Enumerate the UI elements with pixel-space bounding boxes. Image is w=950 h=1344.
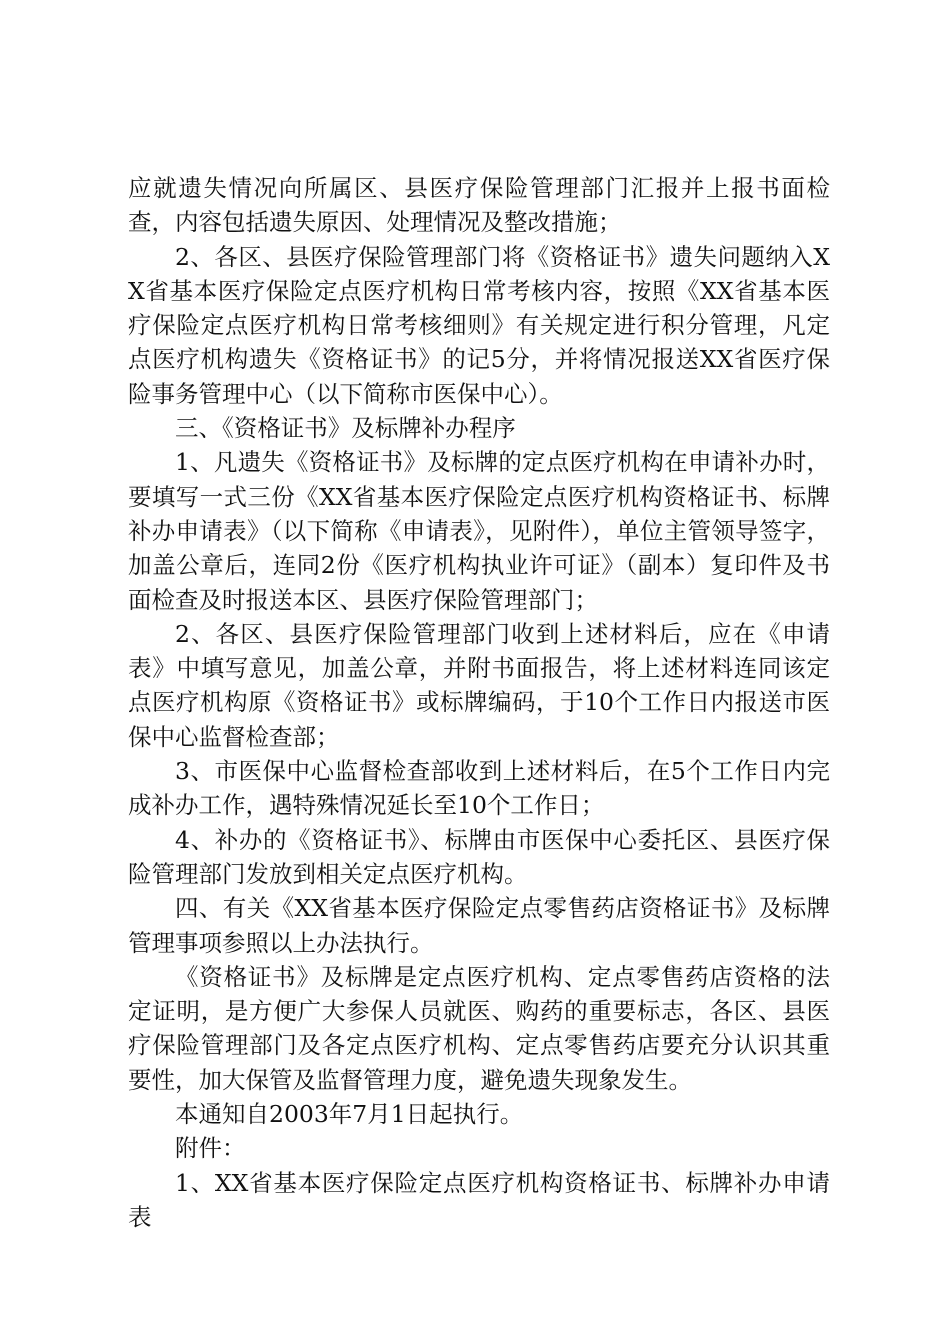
effective-date: 本通知自2003年7月1日起执行。 [175, 1100, 524, 1129]
document-body [128, 171, 830, 1234]
paragraph-1: 应就遗失情况向所属区、县医疗保险管理部门汇报并上报书面检查，内容包括遗失原因、处理情况及整改措施； [128, 174, 830, 237]
section-heading-4: 四、有关《XX省基本医疗保险定点零售药店资格证书》及标牌管理事项参照以上办法执行。 [128, 894, 830, 957]
paragraph-4: 1、凡遗失《资格证书》及标牌的定点医疗机构在申请补办时，要填写一式三份《XX省基本医疗保险定点医疗机构资格证书、标牌补办申请表》（以下简称《申请表》，见附件），单位主管领导签字，加盖公章后，连同2份《医疗机构执业许可证》（副本）复印件及书面检查及时报送本区、县医疗保险管理部门； [128, 448, 830, 614]
paragraph-2: 2、各区、县医疗保险管理部门将《资格证书》遗失问题纳入XX省基本医疗保险定点医疗机构日常考核内容，按照《XX省基本医疗保险定点医疗机构日常考核细则》有关规定进行积分管理，凡定点医疗机构遗失《资格证书》的记5分，并将情况报送XX省医疗保险事务管理中心（以下简称市医保中心）。 [128, 242, 830, 408]
paragraph-5: 2、各区、县医疗保险管理部门收到上述材料后，应在《申请表》中填写意见，加盖公章，并附书面报告，将上述材料连同该定点医疗机构原《资格证书》或标牌编码，于10个工作日内报送市医保中心监督检查部； [128, 619, 830, 751]
paragraph-6: 3、市医保中心监督检查部收到上述材料后，在5个工作日内完成补办工作，遇特殊情况延长至10个工作日； [128, 757, 830, 820]
paragraph-7: 4、补办的《资格证书》、标牌由市医保中心委托区、县医疗保险管理部门发放到相关定点医疗机构。 [128, 825, 830, 888]
attachment-item-1: 1、XX省基本医疗保险定点医疗机构资格证书、标牌补办申请表 [128, 1168, 830, 1231]
section-heading-3: 三、《资格证书》及标牌补办程序 [175, 414, 516, 443]
paragraph-9: 《资格证书》及标牌是定点医疗机构、定点零售药店资格的法定证明，是方便广大参保人员就医、购药的重要标志，各区、县医疗保险管理部门及各定点医疗机构、定点零售药店要充分认识其重要性，加大保管及监督管理力度，避免遗失现象发生。 [128, 962, 830, 1094]
attachment-label: 附件： [175, 1134, 246, 1163]
